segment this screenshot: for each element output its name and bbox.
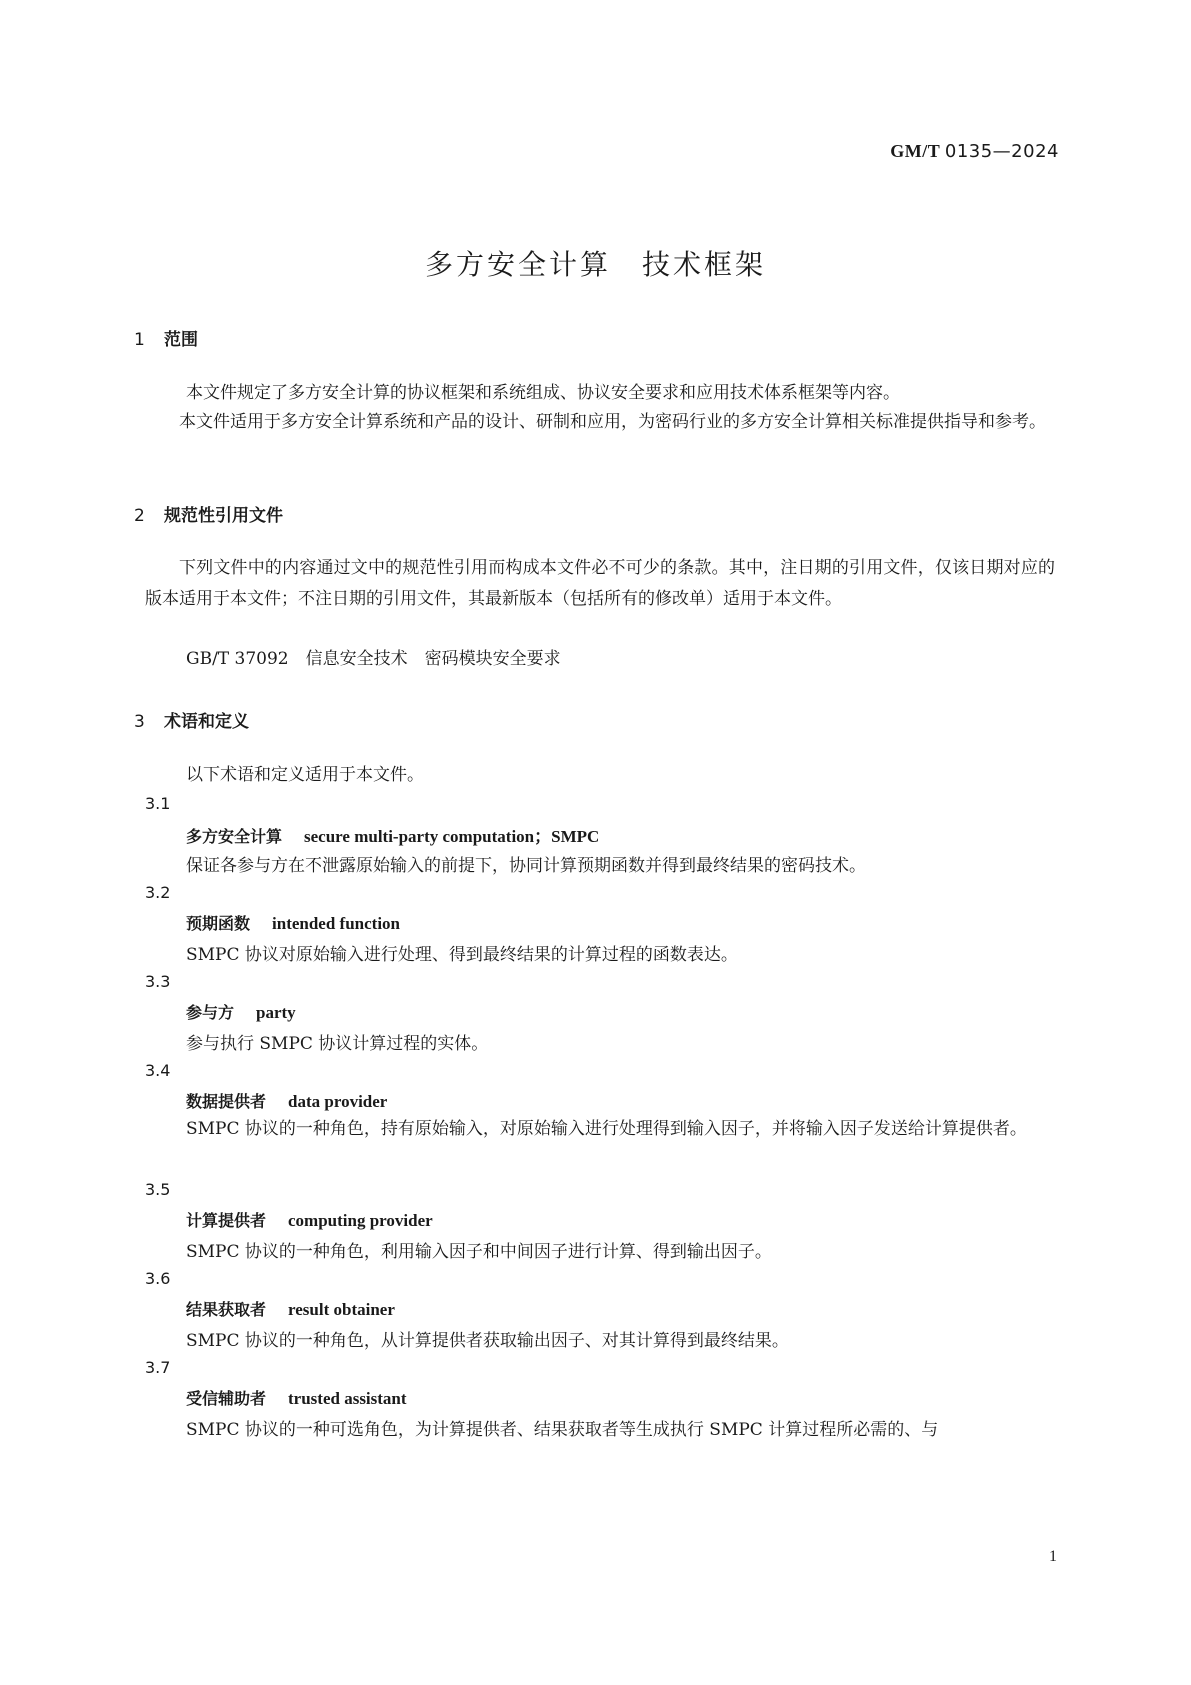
term-number: 3.3 <box>145 972 171 991</box>
term-number: 3.7 <box>145 1358 171 1377</box>
term-definition: SMPC 协议的一种角色，持有原始输入，对原始输入进行处理得到输入因子，并将输入因子发送给计算提供者。 <box>186 1119 1027 1139</box>
term-number: 3.5 <box>145 1180 171 1199</box>
term-heading <box>186 1297 395 1320</box>
code-prefix: GM/T <box>890 141 940 161</box>
term-heading <box>186 1000 296 1023</box>
scope-paragraph-2: 本文件适用于多方安全计算系统和产品的设计、研制和应用，为密码行业的多方安全计算相关标准提供指导和参考。 <box>179 412 1046 432</box>
term-definition: SMPC 协议的一种角色，从计算提供者获取输出因子、对其计算得到最终结果。 <box>186 1331 789 1351</box>
section-number: 3 <box>134 712 145 732</box>
term-number: 3.6 <box>145 1269 171 1288</box>
term-english: secure multi-party computation；SMPC <box>304 827 600 846</box>
scope-paragraph-1: 本文件规定了多方安全计算的协议框架和系统组成、协议安全要求和应用技术体系框架等内容。 <box>186 383 900 403</box>
section-number: 1 <box>134 330 145 350</box>
term-definition: 保证各参与方在不泄露原始输入的前提下，协同计算预期函数并得到最终结果的密码技术。 <box>186 856 866 876</box>
references-intro: 下列文件中的内容通过文中的规范性引用而构成本文件必不可少的条款。其中，注日期的引用文件，仅该日期对应的版本适用于本文件；不注日期的引用文件，其最新版本（包括所有的修改单）适用于本文件。 <box>145 558 1055 609</box>
term-definition: SMPC 协议的一种角色，利用输入因子和中间因子进行计算、得到输出因子。 <box>186 1242 772 1262</box>
section-title: 规范性引用文件 <box>164 506 283 526</box>
term-english: data provider <box>288 1092 388 1111</box>
section-title: 术语和定义 <box>164 712 249 732</box>
term-heading <box>186 1089 387 1112</box>
term-chinese: 数据提供者 <box>186 1092 267 1111</box>
section-2-heading <box>134 501 283 526</box>
term-chinese: 多方安全计算 <box>186 827 283 846</box>
term-chinese: 结果获取者 <box>186 1300 267 1319</box>
term-definition: SMPC 协议的一种可选角色，为计算提供者、结果获取者等生成执行 SMPC 计算过程所必需的、与 <box>186 1420 939 1440</box>
document-title: 多方安全计算 技术框架 <box>424 248 766 281</box>
term-number: 3.4 <box>145 1061 171 1080</box>
term-definition: 参与执行 SMPC 协议计算过程的实体。 <box>186 1034 489 1054</box>
term-heading <box>186 911 400 934</box>
term-heading <box>186 1208 433 1231</box>
code-number: 0135—2024 <box>944 141 1059 162</box>
term-chinese: 受信辅助者 <box>186 1389 267 1408</box>
term-number: 3.1 <box>145 794 171 813</box>
term-chinese: 参与方 <box>186 1003 235 1022</box>
term-number: 3.2 <box>145 883 171 902</box>
section-title: 范围 <box>164 330 198 350</box>
document-code <box>890 141 1059 162</box>
term-heading <box>186 822 599 847</box>
section-1-heading <box>134 325 198 350</box>
term-chinese: 计算提供者 <box>186 1211 267 1230</box>
section-3-heading <box>134 707 249 732</box>
term-english: intended function <box>272 914 401 933</box>
term-english: trusted assistant <box>288 1389 407 1408</box>
term-english: computing provider <box>288 1211 433 1230</box>
page-number: 1 <box>1049 1548 1057 1565</box>
term-heading <box>186 1386 407 1409</box>
section-number: 2 <box>134 506 145 526</box>
reference-item: GB/T 37092 信息安全技术 密码模块安全要求 <box>186 649 561 669</box>
terms-intro: 以下术语和定义适用于本文件。 <box>186 765 424 785</box>
term-english: result obtainer <box>288 1300 395 1319</box>
term-definition: SMPC 协议对原始输入进行处理、得到最终结果的计算过程的函数表达。 <box>186 945 738 965</box>
term-english: party <box>256 1003 296 1022</box>
term-chinese: 预期函数 <box>186 914 251 933</box>
